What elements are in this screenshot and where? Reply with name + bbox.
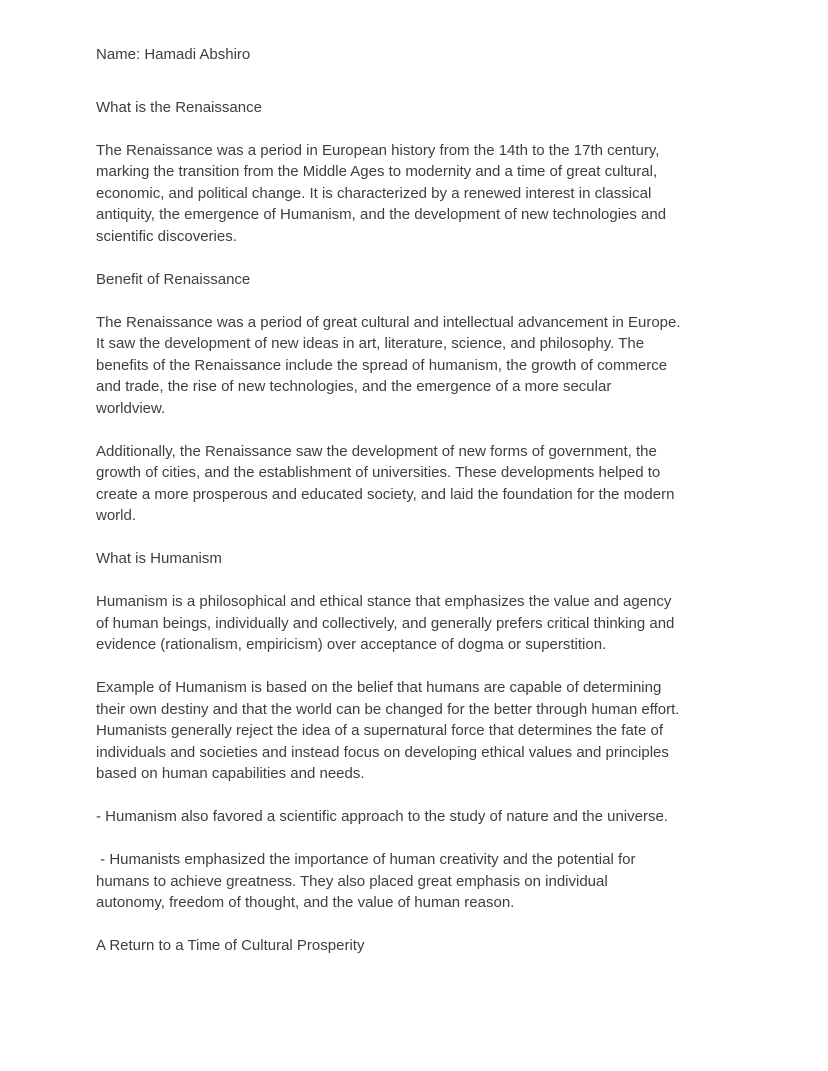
text-line: growth of cities, and the establishment of universities. These developments helped to — [96, 464, 661, 481]
text-line: individuals and societies and instead focus on developing ethical values and principles — [96, 743, 669, 761]
heading-benefit-of-renaissance — [96, 269, 732, 291]
text-line: humans to achieve greatness. They also placed great emphasis on individual — [96, 872, 608, 890]
text-line: antiquity, the emergence of Humanism, and the development of new technologies and — [96, 206, 667, 223]
text-line: - Humanists emphasized the importance of human creativity and the potential for — [96, 851, 636, 868]
text-line: Additionally, the Renaissance saw the development of new forms of government, the — [96, 442, 657, 460]
paragraph-renaissance-definition — [96, 140, 732, 248]
text-line: create a more prosperous and educated society, and laid the foundation for the modern — [96, 485, 675, 503]
heading-return-to-cultural-prosperity — [96, 935, 732, 957]
text-line: scientific discoveries. — [96, 227, 237, 245]
heading-what-is-humanism — [96, 548, 732, 570]
text-line: - Humanism also favored a scientific approach to the study of nature and the universe. — [96, 808, 668, 825]
text-line: based on human capabilities and needs. — [96, 765, 365, 782]
text-line: Example of Humanism is based on the belief that humans are capable of determining — [96, 679, 662, 696]
text-line: their own destiny and that the world can be changed for the better through human effort. — [96, 700, 680, 718]
heading-what-is-the-renaissance — [96, 97, 732, 119]
paragraph-renaissance-developments — [96, 441, 732, 527]
text-line: world. — [96, 507, 137, 524]
paragraph-humanism-definition — [96, 591, 732, 656]
text-line: The Renaissance was a period in European history from the 14th to the 17th century, — [96, 141, 660, 159]
text-line: What is Humanism — [96, 550, 222, 567]
text-line: evidence (rationalism, empiricism) over acceptance of dogma or superstition. — [96, 636, 607, 653]
text-line: benefits of the Renaissance include the spread of humanism, the growth of commerce — [96, 356, 668, 374]
text-line: Name: Hamadi Abshiro — [96, 46, 251, 63]
text-line: A Return to a Time of Cultural Prosperity — [96, 937, 365, 954]
name-line — [96, 44, 732, 66]
paragraph-humanism-example — [96, 677, 732, 785]
text-line: What is the Renaissance — [96, 98, 262, 116]
text-line: and trade, the rise of new technologies, and the emergence of a more secular — [96, 378, 612, 395]
paragraph-humanism-science-bullet — [96, 806, 732, 828]
text-line: The Renaissance was a period of great cultural and intellectual advancement in Europe. — [96, 313, 681, 331]
text-line: marking the transition from the Middle Ages to modernity and a time of great cultural, — [96, 163, 658, 180]
paragraph-humanism-creativity-bullet — [96, 849, 732, 914]
text-line: autonomy, freedom of thought, and the value of human reason. — [96, 894, 515, 911]
paragraph-renaissance-benefits — [96, 312, 732, 420]
text-line: worldview. — [96, 399, 166, 417]
text-line: Humanism is a philosophical and ethical stance that emphasizes the value and agency — [96, 593, 672, 610]
text-line: economic, and political change. It is characterized by a renewed interest in classical — [96, 184, 652, 202]
text-line: of human beings, individually and collectively, and generally prefers critical thinking and — [96, 614, 675, 632]
text-line: Benefit of Renaissance — [96, 270, 251, 288]
text-line: Humanists generally reject the idea of a supernatural force that determines the fate of — [96, 722, 663, 739]
text-line: It saw the development of new ideas in art, literature, science, and philosophy. The — [96, 335, 645, 352]
